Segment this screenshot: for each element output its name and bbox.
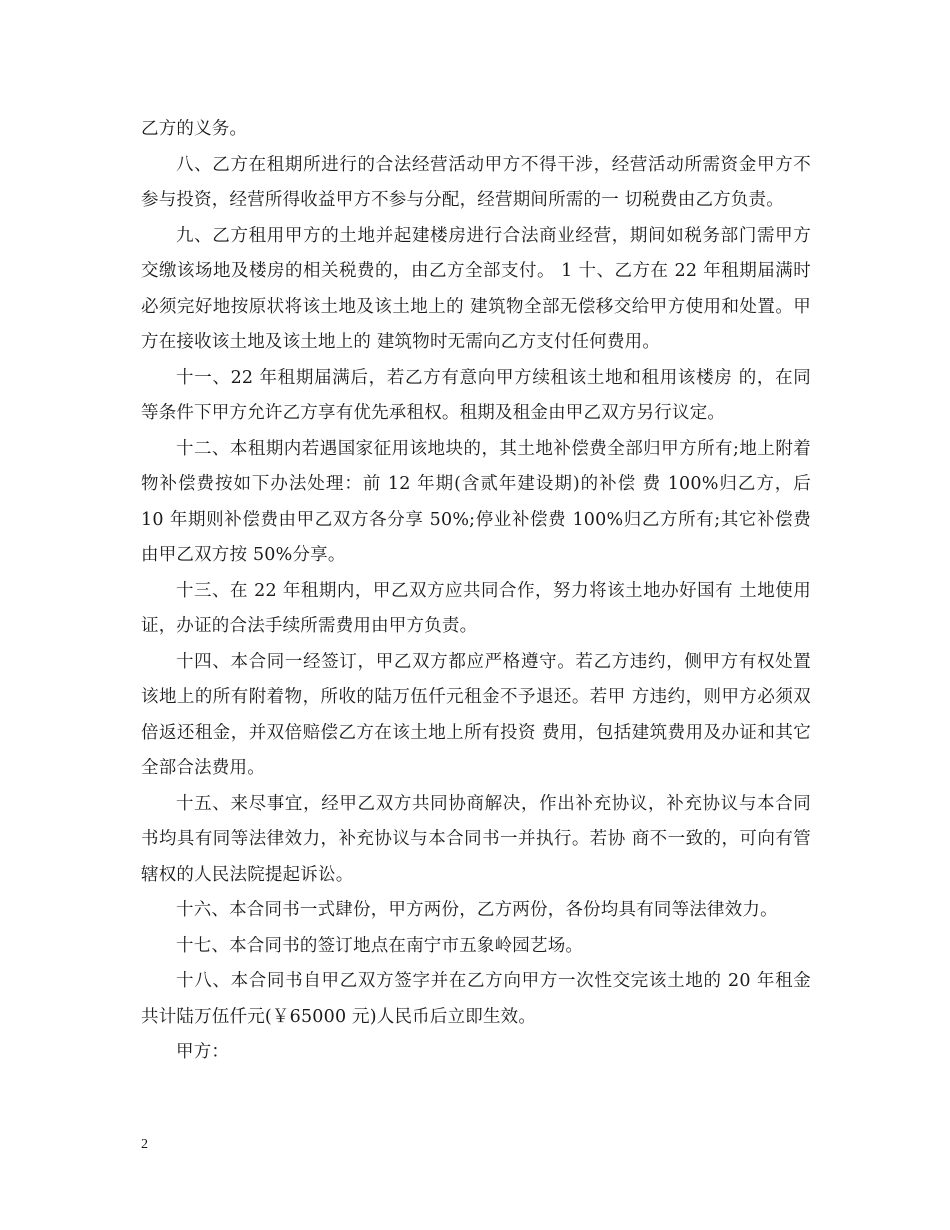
clause-13: 十三、在 22 年租期内，甲乙双方应共同合作，努力将该土地办好国有 土地使用证，办证的合法手续所需费用由甲方负责。 bbox=[141, 580, 811, 636]
clause-12: 十二、本租期内若遇国家征用该地块的，其土地补偿费全部归甲方所有;地上附着物补偿费按如下办法处理：前 12 年期(含贰年建设期)的补偿 费 100%归乙方，后 10 年期则补偿费由甲乙双方各分享 50%;停业补偿费 100%归乙方所有;其它补偿费由甲乙双方按 50%分享。 bbox=[141, 438, 811, 565]
clause-8: 八、乙方在租期所进行的合法经营活动甲方不得干涉，经营活动所需资金甲方不参与投资，经营所得收益甲方不参与分配，经营期间所需的一 切税费由乙方负责。 bbox=[141, 154, 811, 210]
page-number: 2 bbox=[141, 1137, 148, 1152]
paragraph-continuation: 乙方的义务。 bbox=[141, 119, 248, 139]
clause-18: 十八、本合同书自甲乙双方签字并在乙方向甲方一次性交完该土地的 20 年租金共计陆万伍仟元(￥65000 元)人民币后立即生效。 bbox=[141, 971, 811, 1027]
clause-16: 十六、本合同书一式肆份，甲方两份，乙方两份，各份均具有同等法律效力。 bbox=[176, 900, 778, 920]
clause-17: 十七、本合同书的签订地点在南宁市五象岭园艺场。 bbox=[176, 935, 584, 956]
document-body bbox=[141, 112, 811, 1071]
clause-11: 十一、22 年租期届满后，若乙方有意向甲方续租该土地和租用该楼房 的，在同等条件下甲方允许乙方享有优先承租权。租期及租金由甲乙双方另行议定。 bbox=[141, 367, 811, 423]
clause-14: 十四、本合同一经签订，甲乙双方都应严格遵守。若乙方违约，侧甲方有权处置该地上的所有附着物，所收的陆万伍仟元租金不予退还。若甲 方违约，则甲方必须双倍返还租金，并双倍赔偿乙方在该土地上所有投资 费用，包括建筑费用及办证和其它全部合法费用。 bbox=[141, 651, 811, 778]
party-a-signature-label: 甲方： bbox=[176, 1042, 230, 1062]
clause-15: 十五、来尽事宜，经甲乙双方共同协商解决，作出补充协议，补充协议与本合同书均具有同等法律效力，补充协议与本合同书一并执行。若协 商不一致的，可向有管辖权的人民法院提起诉讼。 bbox=[141, 793, 811, 885]
clause-9-10: 九、乙方租用甲方的土地并起建楼房进行合法商业经营，期间如税务部门需甲方交缴该场地及楼房的相关税费的，由乙方全部支付。 1 十、乙方在 22 年租期届满时必须完好地按原状将该土地及该土地上的 建筑物全部无偿移交给甲方使用和处置。甲方在接收该土地及该土地上的 建筑物时无需向乙方支付任何费用。 bbox=[141, 225, 811, 352]
